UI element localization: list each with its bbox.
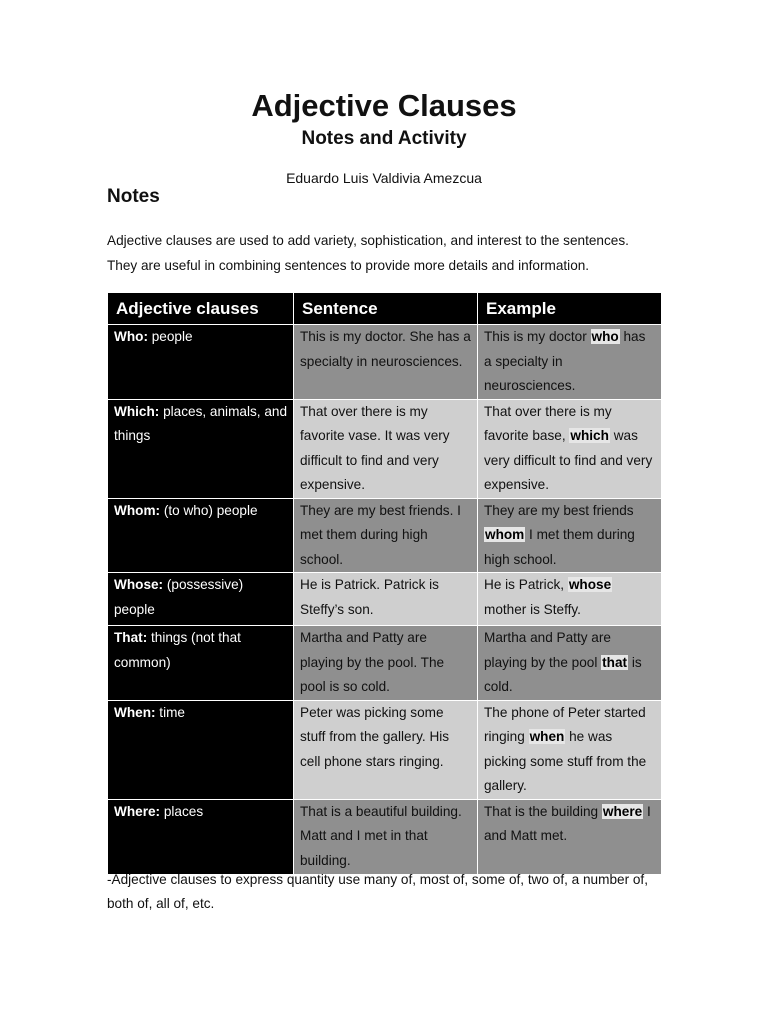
highlighted-pronoun: which (570, 428, 609, 443)
highlighted-pronoun: that (602, 654, 628, 670)
clause-type-cell (108, 399, 294, 498)
example-text: mother is Steffy. (484, 601, 581, 617)
quantity-footnote: -Adjective clauses to express quantity use many of, most of, some of, two of, a number of, both of, all of, etc. (107, 872, 648, 911)
intro-paragraph (107, 228, 667, 278)
clause-term: That: (114, 630, 148, 645)
example-text: is cold. (484, 654, 642, 694)
header-sentence: Sentence (294, 293, 478, 325)
example-cell (478, 700, 662, 799)
sentence-cell: This is my doctor. She has a specialty in neurosciences. (294, 325, 478, 400)
header-adjective-clauses: Adjective clauses (108, 293, 294, 325)
example-cell (478, 498, 662, 573)
sentence-cell: That is a beautiful building. Matt and I met in that building. (294, 799, 478, 874)
header-example: Example (478, 293, 662, 325)
example-text: was very difficult to find and very expensive. (484, 428, 653, 492)
sentence-cell: They are my best friends. I met them during high school. (294, 498, 478, 573)
highlighted-pronoun: whose (568, 577, 612, 592)
sentence-cell: He is Patrick. Patrick is Steffy’s son. (294, 573, 478, 626)
intro-line: Adjective clauses are used to add variety, sophistication, and interest to the sentences. (107, 233, 629, 248)
clause-term: Who: (114, 329, 148, 344)
table-row (108, 799, 662, 874)
example-text: The phone of Peter started ringing (484, 704, 646, 744)
example-text: They are my best friends (484, 502, 634, 518)
clause-type-cell (108, 498, 294, 573)
document-subtitle: Notes and Activity (301, 128, 467, 149)
example-text: Martha and Patty are playing by the pool (484, 630, 611, 670)
example-text: has a specialty in neurosciences. (484, 329, 646, 393)
clause-term: Whose: (114, 577, 164, 592)
author-name: Eduardo Luis Valdivia Amezcua (286, 170, 482, 186)
notes-heading: Notes (107, 186, 160, 207)
example-text: I met them during high school. (484, 527, 635, 567)
example-cell (478, 325, 662, 400)
clause-term: Whom: (114, 502, 161, 518)
sentence-cell: Peter was picking some stuff from the gallery. His cell phone stars ringing. (294, 700, 478, 799)
example-cell (478, 573, 662, 626)
example-cell (478, 626, 662, 701)
table-row (108, 573, 662, 626)
clause-type-cell (108, 700, 294, 799)
intro-line: They are useful in combining sentences to provide more details and information. (107, 258, 590, 273)
example-text: That over there is my favorite base, (484, 403, 612, 443)
example-text: I and Matt met. (484, 803, 651, 843)
clause-desc: places (160, 803, 204, 819)
highlighted-pronoun: whom (485, 527, 525, 542)
table-row (108, 700, 662, 799)
table-row (108, 626, 662, 701)
document-title: Adjective Clauses (251, 88, 517, 123)
clause-desc: things (not that common) (114, 630, 241, 670)
clause-type-cell (108, 626, 294, 701)
clause-term: Where: (114, 803, 161, 819)
clause-term: When: (114, 704, 156, 720)
clause-type-cell (108, 799, 294, 874)
clause-desc: (possessive) people (114, 577, 244, 617)
sentence-cell: Martha and Patty are playing by the pool. The pool is so cold. (294, 626, 478, 701)
clause-term: Which: (114, 403, 160, 419)
table-row (108, 399, 662, 498)
example-cell (478, 799, 662, 874)
example-text: He is Patrick, (484, 577, 568, 592)
sentence-cell: That over there is my favorite vase. It was very difficult to find and very expensive. (294, 399, 478, 498)
example-text: he was picking some stuff from the gallery. (484, 729, 647, 793)
highlighted-pronoun: when (529, 729, 565, 744)
table-header-row (108, 293, 662, 325)
table-row (108, 498, 662, 573)
clause-desc: people (147, 329, 193, 344)
clause-desc: places, animals, and things (114, 403, 288, 443)
clause-type-cell (108, 325, 294, 400)
highlighted-pronoun: where (602, 803, 643, 819)
clause-desc: time (155, 704, 185, 720)
highlighted-pronoun: who (591, 329, 619, 344)
clause-desc: (to who) people (160, 502, 258, 518)
example-text: That is the building (484, 803, 602, 819)
table-row (108, 325, 662, 400)
example-text: This is my doctor (484, 329, 591, 344)
example-cell (478, 399, 662, 498)
clause-type-cell (108, 573, 294, 626)
adjective-clauses-table (107, 292, 662, 875)
